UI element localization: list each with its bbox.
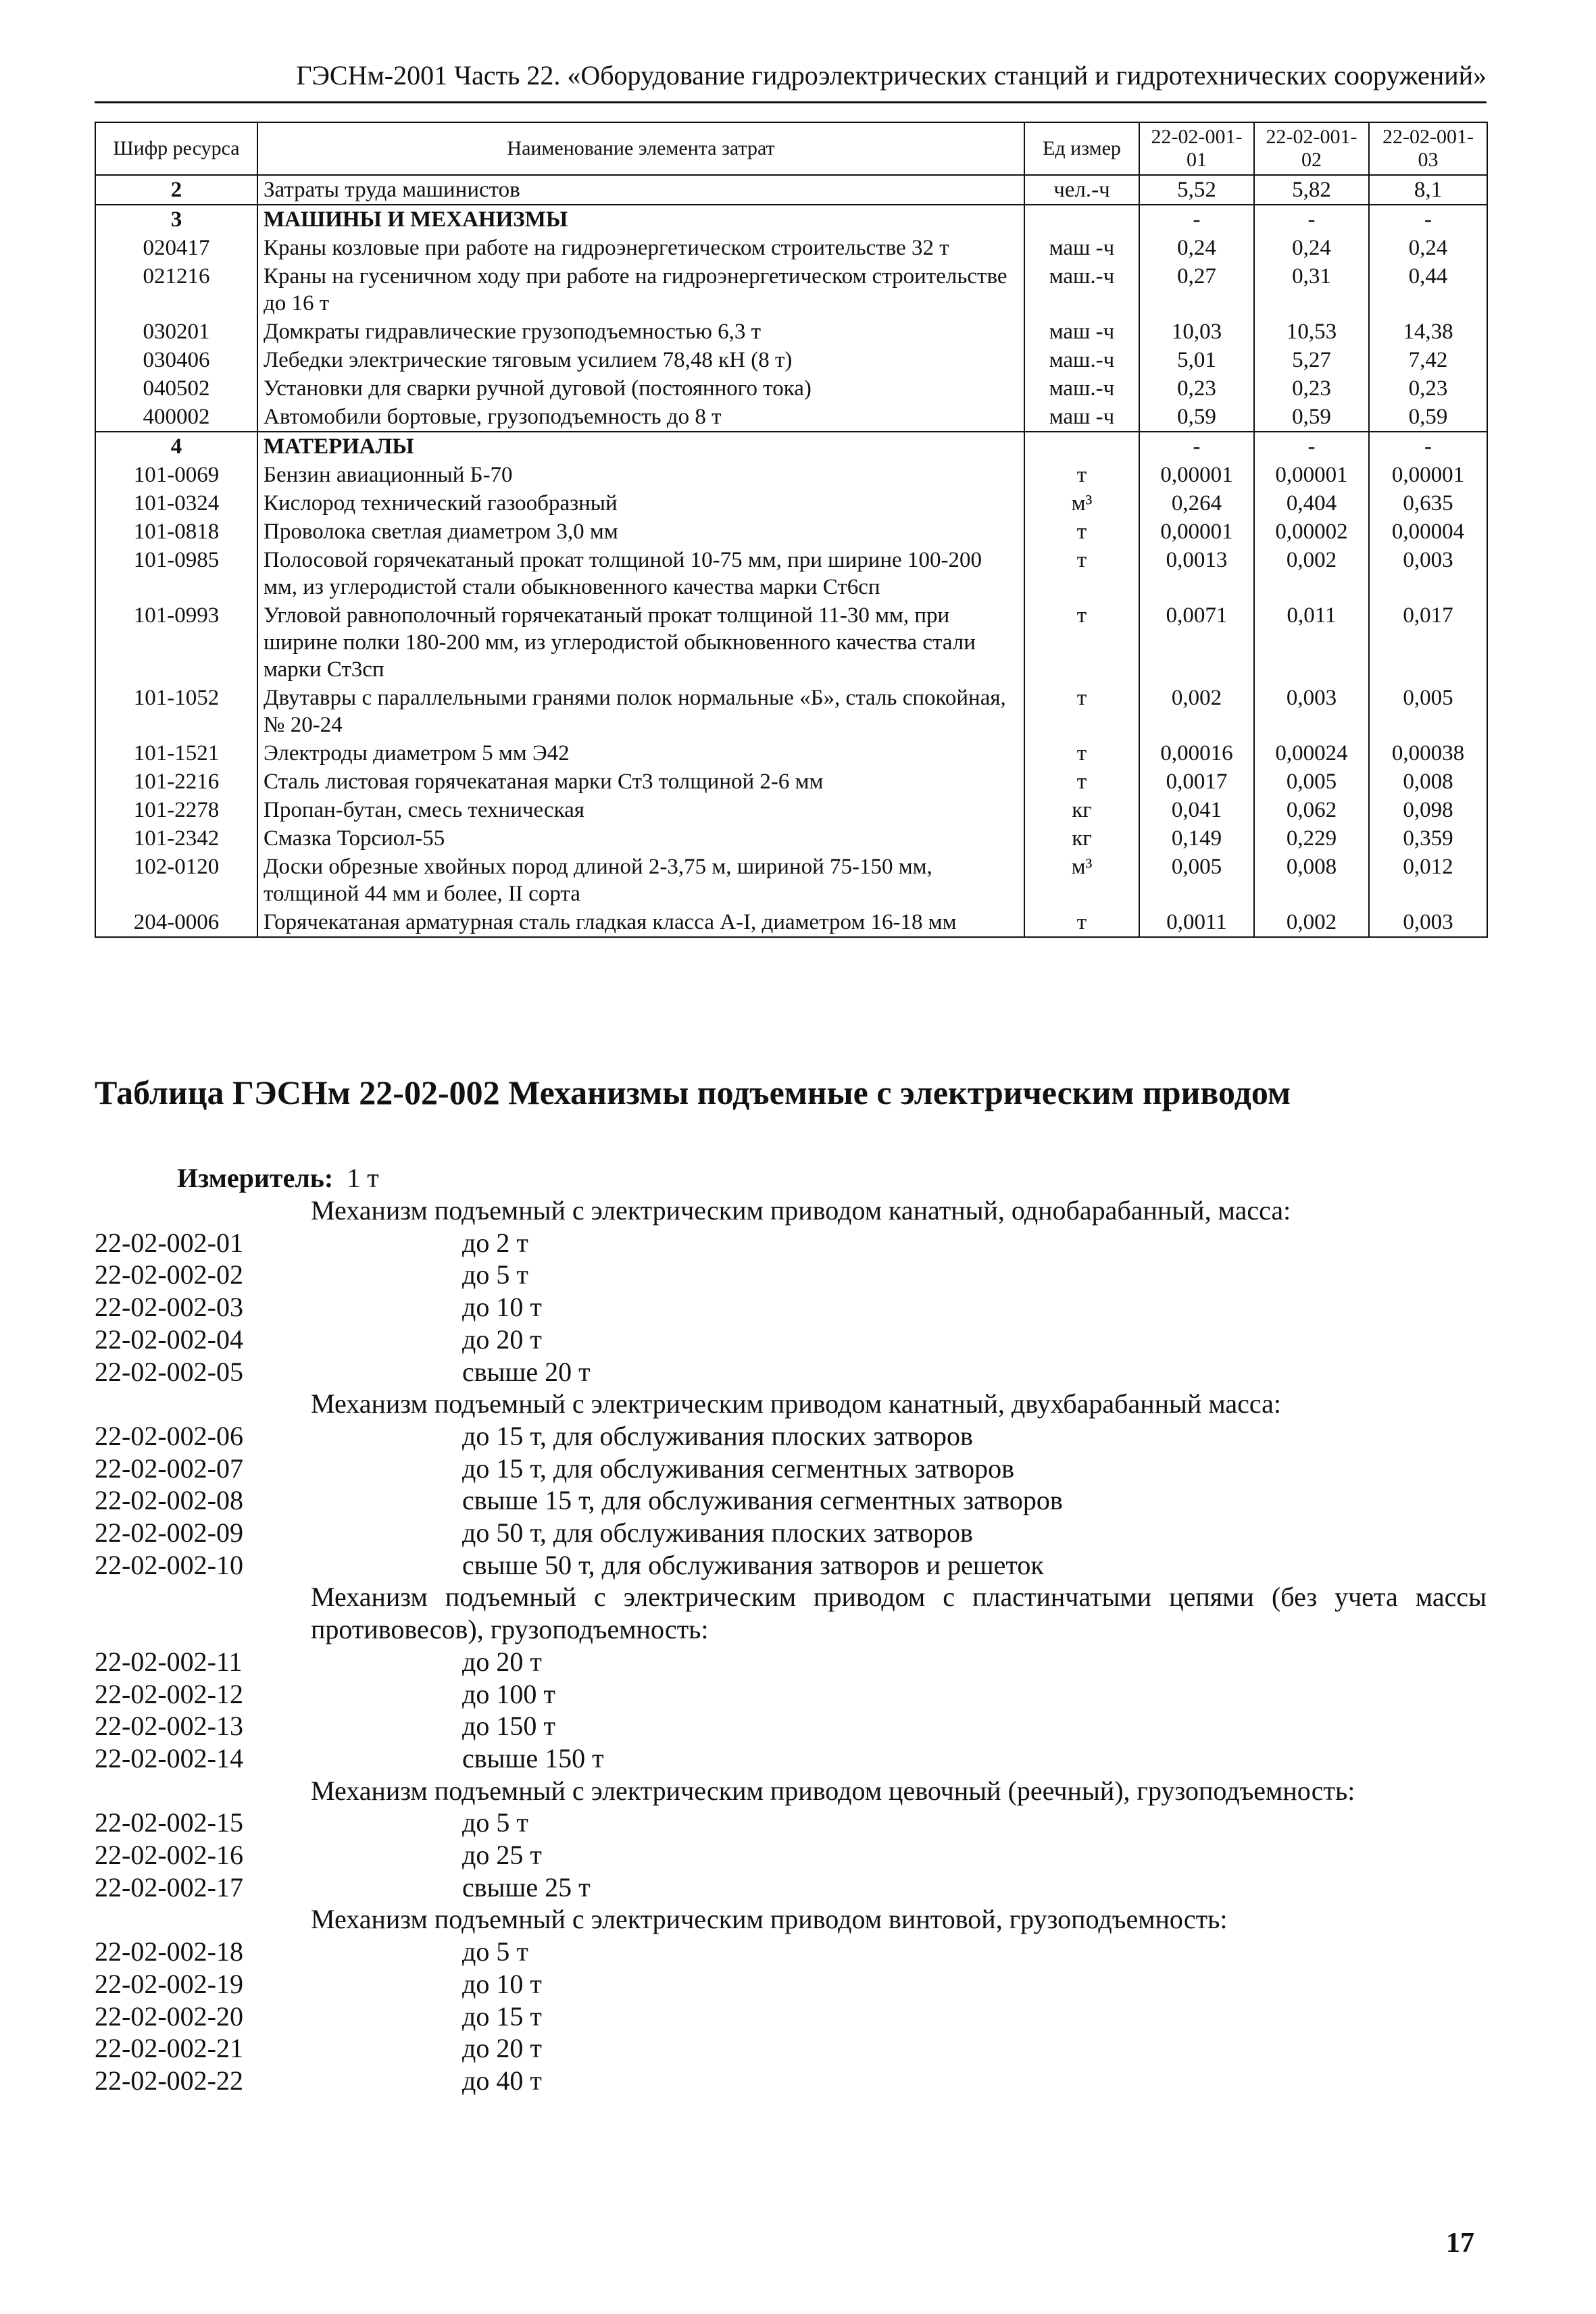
cell-value-2: 0,00001 (1254, 461, 1369, 489)
cell-name: Проволока светлая диаметром 3,0 мм (257, 518, 1024, 546)
table-row (95, 684, 1487, 739)
meter-line (177, 1162, 379, 1194)
group-heading: Механизм подъемный с электрическим приводом цевочный (реечный), грузоподъемность: (311, 1775, 1355, 1806)
table-row (95, 546, 1487, 601)
norm-description: до 50 т, для обслуживания плоских затворов (462, 1517, 973, 1549)
cell-value-1: 5,01 (1139, 346, 1254, 374)
cell-value-2: 0,00002 (1254, 518, 1369, 546)
cell-value-3: 0,005 (1369, 684, 1487, 739)
col-header-code: Шифр ресурса (95, 122, 257, 175)
cell-code: 101-0324 (95, 489, 257, 518)
cell-value-2: 0,23 (1254, 374, 1369, 403)
cell-value-1: 0,0071 (1139, 601, 1254, 684)
meter-value: 1 т (347, 1163, 379, 1193)
norm-code: 22-02-002-21 (95, 2033, 243, 2064)
cell-unit: т (1024, 601, 1139, 684)
cell-code: 400002 (95, 403, 257, 432)
cell-value-3: - (1369, 432, 1487, 461)
norm-description: до 15 т (462, 2001, 542, 2032)
norm-description: до 2 т (462, 1227, 528, 1258)
cell-unit: кг (1024, 796, 1139, 824)
cell-code: 101-0993 (95, 601, 257, 684)
col-header-v1: 22-02-001-01 (1139, 122, 1254, 175)
list-item (95, 1291, 1487, 1324)
col-header-v2: 22-02-001-02 (1254, 122, 1369, 175)
cell-name: Домкраты гидравлические грузоподъемностью 6,3 т (257, 318, 1024, 346)
cell-value-1: 0,59 (1139, 403, 1254, 432)
list-item (95, 1839, 1487, 1871)
list-item (95, 1259, 1487, 1291)
cell-unit: чел.-ч (1024, 175, 1139, 205)
cell-unit: т (1024, 684, 1139, 739)
cell-unit: маш -ч (1024, 318, 1139, 346)
norm-code: 22-02-002-10 (95, 1549, 243, 1580)
cell-value-1: 5,52 (1139, 175, 1254, 205)
cell-value-2: 5,82 (1254, 175, 1369, 205)
cell-value-1: 0,00001 (1139, 461, 1254, 489)
cell-name: Автомобили бортовые, грузоподъемность до 8 т (257, 403, 1024, 432)
norm-description: свыше 20 т (462, 1356, 591, 1387)
cell-value-3: 0,098 (1369, 796, 1487, 824)
norm-description: до 150 т (462, 1711, 555, 1742)
cell-name: Сталь листовая горячекатаная марки Ст3 толщиной 2-6 мм (257, 768, 1024, 796)
list-item (95, 1936, 1487, 1968)
cell-unit: т (1024, 739, 1139, 768)
table-row (95, 601, 1487, 684)
norm-code: 22-02-002-12 (95, 1678, 243, 1709)
cell-code: 030201 (95, 318, 257, 346)
norm-code: 22-02-002-11 (95, 1646, 243, 1677)
cell-value-3: 0,008 (1369, 768, 1487, 796)
cell-unit: т (1024, 461, 1139, 489)
norm-code: 22-02-002-05 (95, 1356, 243, 1387)
group-heading: Механизм подъемный с электрическим приводом с пластинчатыми цепями (без учета массы противовесов), грузоподъемность: (311, 1582, 1487, 1645)
cell-name: Горячекатаная арматурная сталь гладкая класса А-I, диаметром 16-18 мм (257, 908, 1024, 937)
cell-code: 101-2216 (95, 768, 257, 796)
norm-code: 22-02-002-16 (95, 1840, 243, 1871)
norm-code: 22-02-002-17 (95, 1871, 243, 1903)
cell-name: Установки для сварки ручной дуговой (постоянного тока) (257, 374, 1024, 403)
norm-description: до 15 т, для обслуживания сегментных затворов (462, 1453, 1015, 1484)
cell-value-1: 0,23 (1139, 374, 1254, 403)
cell-name: Угловой равнополочный горячекатаный прокат толщиной 11-30 мм, при ширине полки 180-200 мм, из углеродистой обыкновенного качества стали марки Ст3сп (257, 601, 1024, 684)
table-row (95, 461, 1487, 489)
cell-value-3: 0,00038 (1369, 739, 1487, 768)
cell-value-2: 0,229 (1254, 824, 1369, 853)
norm-list (95, 1194, 1487, 2097)
cell-name: Двутавры с параллельными гранями полок нормальные «Б», сталь спокойная, № 20-24 (257, 684, 1024, 739)
cell-unit (1024, 205, 1139, 234)
list-item (95, 1517, 1487, 1549)
table-header-row (95, 122, 1487, 175)
cell-code: 020417 (95, 234, 257, 262)
list-item (95, 1807, 1487, 1839)
cell-value-3: 0,003 (1369, 908, 1487, 937)
cell-value-1: 0,002 (1139, 684, 1254, 739)
norm-code: 22-02-002-15 (95, 1807, 243, 1838)
cell-name: Кислород технический газообразный (257, 489, 1024, 518)
table-row (95, 346, 1487, 374)
cell-name: Краны козловые при работе на гидроэнергетическом строительстве 32 т (257, 234, 1024, 262)
col-header-unit: Ед измер (1024, 122, 1139, 175)
cell-name: МАШИНЫ И МЕХАНИЗМЫ (257, 205, 1024, 234)
cell-value-1: 0,27 (1139, 262, 1254, 318)
norm-code: 22-02-002-07 (95, 1453, 243, 1484)
table-row (95, 489, 1487, 518)
norm-description: до 20 т (462, 1324, 542, 1355)
cell-value-2: 0,31 (1254, 262, 1369, 318)
cell-unit: маш.-ч (1024, 374, 1139, 403)
cell-code: 101-0069 (95, 461, 257, 489)
cell-value-2: 0,008 (1254, 853, 1369, 908)
table-row (95, 518, 1487, 546)
cell-unit: м³ (1024, 853, 1139, 908)
table-row (95, 234, 1487, 262)
norm-description: свыше 15 т, для обслуживания сегментных затворов (462, 1485, 1063, 1516)
cell-value-3: 0,017 (1369, 601, 1487, 684)
table-title: Таблица ГЭСНм 22-02-002 Механизмы подъемные с электрическим приводом (95, 1074, 1291, 1111)
list-item (95, 1227, 1487, 1259)
cell-code: 101-0985 (95, 546, 257, 601)
cell-unit (1024, 432, 1139, 461)
list-item (95, 1324, 1487, 1356)
norm-description: до 10 т (462, 1968, 542, 1999)
col-header-v3: 22-02-001-03 (1369, 122, 1487, 175)
norm-code: 22-02-002-06 (95, 1420, 243, 1451)
norm-code: 22-02-002-14 (95, 1742, 243, 1774)
cell-value-3: 0,00004 (1369, 518, 1487, 546)
cell-value-1: 0,24 (1139, 234, 1254, 262)
norm-description: до 5 т (462, 1807, 528, 1838)
list-item (95, 1453, 1487, 1485)
cell-code: 102-0120 (95, 853, 257, 908)
cell-value-2: 0,00024 (1254, 739, 1369, 768)
table-row (95, 824, 1487, 853)
table-row (95, 853, 1487, 908)
cell-value-1: 0,0011 (1139, 908, 1254, 937)
list-item (95, 2001, 1487, 2033)
cell-name: Краны на гусеничном ходу при работе на гидроэнергетическом строительстве до 16 т (257, 262, 1024, 318)
norm-description: свыше 150 т (462, 1742, 604, 1774)
cell-value-1: 0,00016 (1139, 739, 1254, 768)
cell-value-1: 0,00001 (1139, 518, 1254, 546)
norm-description: до 40 т (462, 2065, 542, 2096)
table-row (95, 739, 1487, 768)
norm-code: 22-02-002-02 (95, 1259, 243, 1290)
list-item (95, 1484, 1487, 1517)
norm-code: 22-02-002-09 (95, 1517, 243, 1549)
list-item (95, 1549, 1487, 1582)
table-row (95, 796, 1487, 824)
cell-value-2: 0,404 (1254, 489, 1369, 518)
page-number: 17 (1446, 2228, 1474, 2259)
cell-value-2: 10,53 (1254, 318, 1369, 346)
cell-name: Доски обрезные хвойных пород длиной 2-3,75 м, шириной 75-150 мм, толщиной 44 мм и более, II сорта (257, 853, 1024, 908)
table-row (95, 374, 1487, 403)
list-item (95, 1742, 1487, 1775)
table-row (95, 768, 1487, 796)
norm-code: 22-02-002-08 (95, 1485, 243, 1516)
list-item (95, 1420, 1487, 1453)
norm-code: 22-02-002-20 (95, 2001, 243, 2032)
cell-unit: т (1024, 518, 1139, 546)
cell-code: 040502 (95, 374, 257, 403)
norm-code: 22-02-002-19 (95, 1968, 243, 1999)
cell-code: 101-2342 (95, 824, 257, 853)
cell-name: Лебедки электрические тяговым усилием 78,48 кН (8 т) (257, 346, 1024, 374)
cell-value-2: 0,005 (1254, 768, 1369, 796)
group-heading: Механизм подъемный с электрическим приводом канатный, двухбарабанный масса: (311, 1388, 1281, 1419)
cell-value-1: 0,005 (1139, 853, 1254, 908)
cell-code: 030406 (95, 346, 257, 374)
list-item (95, 1968, 1487, 2001)
cell-name: Пропан-бутан, смесь техническая (257, 796, 1024, 824)
cell-value-3: 0,012 (1369, 853, 1487, 908)
cell-value-2: 0,59 (1254, 403, 1369, 432)
cell-value-3: - (1369, 205, 1487, 234)
cell-unit: т (1024, 546, 1139, 601)
norm-description: до 5 т (462, 1259, 528, 1290)
resource-table (95, 122, 1488, 938)
cell-unit: т (1024, 908, 1139, 937)
cell-name: МАТЕРИАЛЫ (257, 432, 1024, 461)
cell-value-2: 0,062 (1254, 796, 1369, 824)
table-row (95, 403, 1487, 432)
cell-value-2: 0,011 (1254, 601, 1369, 684)
cell-unit: м³ (1024, 489, 1139, 518)
norm-code: 22-02-002-18 (95, 1936, 243, 1967)
cell-value-2: 0,002 (1254, 546, 1369, 601)
norm-code: 22-02-002-03 (95, 1292, 243, 1323)
cell-value-3: 0,003 (1369, 546, 1487, 601)
cell-value-1: 0,264 (1139, 489, 1254, 518)
list-item (95, 1678, 1487, 1711)
norm-code: 22-02-002-01 (95, 1227, 243, 1258)
cell-value-3: 0,00001 (1369, 461, 1487, 489)
table-row (95, 432, 1487, 461)
cell-value-2: 0,002 (1254, 908, 1369, 937)
cell-code: 3 (95, 205, 257, 234)
norm-description: до 15 т, для обслуживания плоских затворов (462, 1420, 973, 1451)
cell-code: 2 (95, 175, 257, 205)
cell-unit: маш -ч (1024, 403, 1139, 432)
cell-value-2: 5,27 (1254, 346, 1369, 374)
cell-value-3: 8,1 (1369, 175, 1487, 205)
norm-description: свыше 50 т, для обслуживания затворов и решеток (462, 1549, 1044, 1580)
cell-code: 4 (95, 432, 257, 461)
resource-table-body (95, 175, 1487, 937)
norm-code: 22-02-002-22 (95, 2065, 243, 2096)
list-item (95, 1646, 1487, 1678)
cell-name: Электроды диаметром 5 мм Э42 (257, 739, 1024, 768)
group-heading: Механизм подъемный с электрическим приводом винтовой, грузоподъемность: (311, 1904, 1228, 1935)
list-item (95, 1871, 1487, 1904)
cell-value-1: 0,041 (1139, 796, 1254, 824)
cell-code: 101-0818 (95, 518, 257, 546)
list-item (95, 1356, 1487, 1388)
cell-value-1: 0,0017 (1139, 768, 1254, 796)
cell-value-3: 0,44 (1369, 262, 1487, 318)
cell-code: 021216 (95, 262, 257, 318)
cell-code: 101-2278 (95, 796, 257, 824)
cell-value-1: - (1139, 205, 1254, 234)
list-item (95, 1710, 1487, 1742)
cell-value-1: 0,0013 (1139, 546, 1254, 601)
cell-unit: маш.-ч (1024, 346, 1139, 374)
header-rule (95, 101, 1487, 103)
cell-value-2: 0,003 (1254, 684, 1369, 739)
cell-code: 101-1052 (95, 684, 257, 739)
cell-unit: маш.-ч (1024, 262, 1139, 318)
cell-name: Бензин авиационный Б-70 (257, 461, 1024, 489)
group-heading: Механизм подъемный с электрическим приводом канатный, однобарабанный, масса: (311, 1195, 1291, 1226)
norm-description: до 25 т (462, 1840, 542, 1871)
table-row (95, 175, 1487, 205)
cell-unit: маш -ч (1024, 234, 1139, 262)
norm-description: свыше 25 т (462, 1871, 591, 1903)
cell-code: 204-0006 (95, 908, 257, 937)
cell-unit: кг (1024, 824, 1139, 853)
cell-value-1: - (1139, 432, 1254, 461)
cell-value-3: 0,635 (1369, 489, 1487, 518)
cell-value-2: - (1254, 205, 1369, 234)
table-row (95, 908, 1487, 937)
cell-name: Затраты труда машинистов (257, 175, 1024, 205)
cell-unit: т (1024, 768, 1139, 796)
cell-value-3: 0,23 (1369, 374, 1487, 403)
col-header-name: Наименование элемента затрат (257, 122, 1024, 175)
running-header: ГЭСНм-2001 Часть 22. «Оборудование гидроэлектрических станций и гидротехнических сооружений» (296, 60, 1487, 91)
norm-code: 22-02-002-04 (95, 1324, 243, 1355)
cell-code: 101-1521 (95, 739, 257, 768)
list-item (95, 2065, 1487, 2097)
cell-value-3: 0,359 (1369, 824, 1487, 853)
cell-value-3: 7,42 (1369, 346, 1487, 374)
cell-value-3: 0,24 (1369, 234, 1487, 262)
cell-name: Смазка Торсиол-55 (257, 824, 1024, 853)
norm-description: до 20 т (462, 1646, 542, 1677)
norm-description: до 100 т (462, 1678, 555, 1709)
table-row (95, 318, 1487, 346)
cell-value-3: 0,59 (1369, 403, 1487, 432)
cell-value-2: - (1254, 432, 1369, 461)
norm-description: до 10 т (462, 1292, 542, 1323)
table-row (95, 205, 1487, 234)
list-item (95, 2032, 1487, 2065)
norm-code: 22-02-002-13 (95, 1711, 243, 1742)
cell-value-1: 10,03 (1139, 318, 1254, 346)
norm-description: до 5 т (462, 1936, 528, 1967)
cell-value-3: 14,38 (1369, 318, 1487, 346)
table-row (95, 262, 1487, 318)
cell-value-1: 0,149 (1139, 824, 1254, 853)
meter-label: Измеритель: (177, 1163, 334, 1193)
norm-description: до 20 т (462, 2033, 542, 2064)
cell-value-2: 0,24 (1254, 234, 1369, 262)
cell-name: Полосовой горячекатаный прокат толщиной 10-75 мм, при ширине 100-200 мм, из углеродистой стали обыкновенного качества марки Ст6сп (257, 546, 1024, 601)
